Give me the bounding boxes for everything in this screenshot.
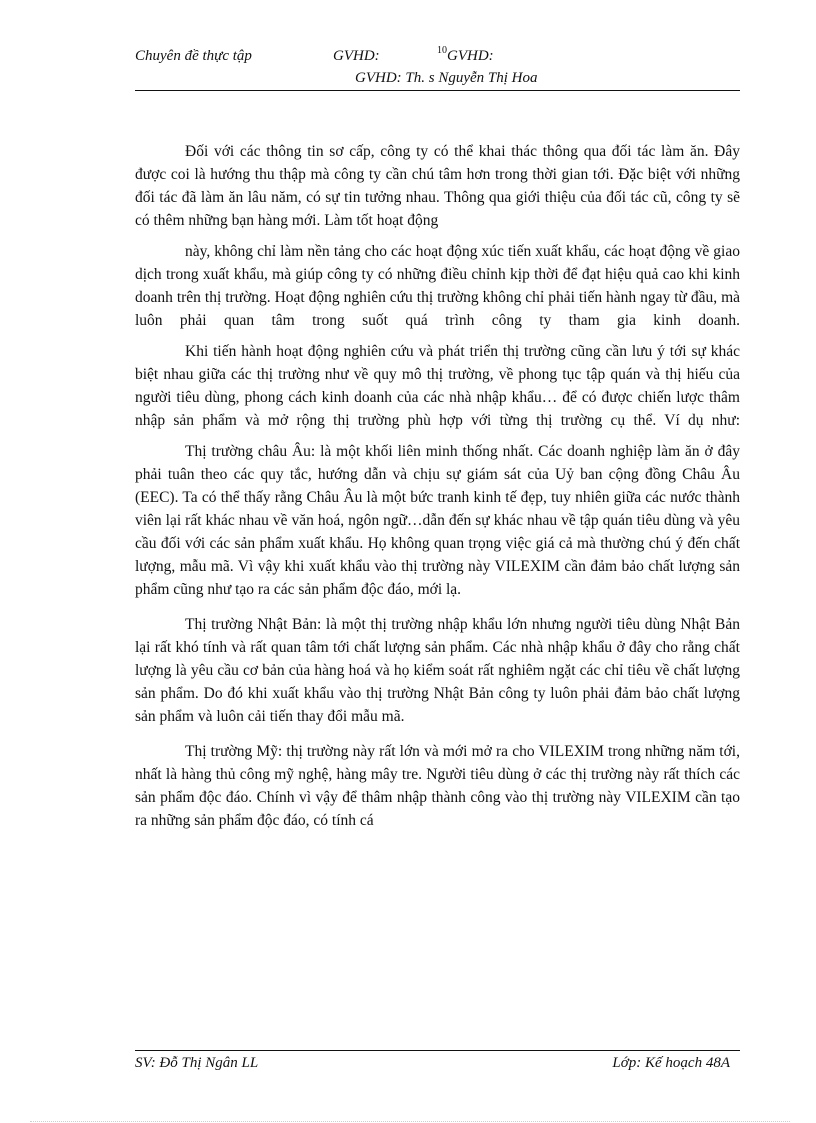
header-gvhd-label-repeat: GVHD: bbox=[447, 48, 494, 64]
paragraph-market-research: này, không chỉ làm nền tảng cho các hoạt động xúc tiến xuất khẩu, các hoạt động về giao dịch trong xuất khẩu, mà giúp công ty có những điều chỉnh kịp thời để đạt hiệu quả cao khi kinh doanh trên thị trường. Hoạt động nghiên cứu thị trường không chỉ phải tiến hành ngay từ đầu, mà luôn phải quan tâm trong suốt quá trình công ty tham gia kinh doanh. bbox=[135, 243, 740, 329]
footer-divider bbox=[135, 1050, 740, 1051]
footer-student: SV: Đỗ Thị Ngân LL bbox=[135, 1055, 259, 1071]
paragraph-market-differences: Khi tiến hành hoạt động nghiên cứu và phát triển thị trường cũng cần lưu ý tới sự khác biệt nhau giữa các thị trường như về quy mô thị trường, về phong tục tập quán và thị hiếu của người tiêu dùng, phong cách kinh doanh của các nhà nhập khẩu… để có được chiến lược thâm nhập sản phẩm và mở rộng thị trường phù hợp với từng thị trường cụ thể. Ví dụ như: bbox=[135, 343, 740, 429]
page-footer bbox=[135, 1055, 740, 1077]
paragraph-secondary-info: Đối với các thông tin sơ cấp, công ty có thể khai thác thông qua đối tác làm ăn. Đây được coi là hướng thu thập mà công ty cần chú tâm hơn trong thời gian tới. Đặc biệt với những đối tác đã làm ăn lâu năm, có sự tin tưởng nhau. Thông qua giới thiệu của đối tác cũ, công ty sẽ có thêm những bạn hàng mới. Làm tốt hoạt động bbox=[135, 143, 740, 229]
page-body bbox=[135, 140, 740, 832]
header-gvhd-label: GVHD: bbox=[333, 48, 380, 64]
paragraph-europe-market: Thị trường châu Âu: là một khối liên minh thống nhất. Các doanh nghiệp làm ăn ở đây phải tuân theo các quy tắc, hướng dẫn và chịu sự giám sát của Uỷ ban cộng đồng Châu Âu (EEC). Ta có thể thấy rằng Châu Âu là một bức tranh kinh tế đẹp, tuy nhiên giữa các nước thành viên lại rất khác nhau về văn hoá, ngôn ngữ…dẫn đến sự khác nhau về tập quán tiêu dùng và yêu cầu đối với các sản phẩm xuất khẩu. Họ không quan trọng việc giá cả mà thường chú ý đến chất lượng, mẫu mã. Vì vậy khi xuất khẩu vào thị trường này VILEXIM cần đảm bảo chất lượng sản phẩm cũng như tạo ra các sản phẩm độc đáo, mới lạ. bbox=[135, 443, 740, 598]
header-subject: Chuyên đề thực tập bbox=[135, 48, 252, 64]
header-divider bbox=[135, 90, 740, 91]
footer-class: Lớp: Kế hoạch 48A bbox=[612, 1055, 730, 1071]
header-supervisor: GVHD: Th. s Nguyễn Thị Hoa bbox=[355, 70, 538, 86]
paragraph-japan-market: Thị trường Nhật Bản: là một thị trường nhập khẩu lớn nhưng người tiêu dùng Nhật Bản lại rất khó tính và rất quan tâm tới chất lượng sản phẩm. Các nhà nhập khẩu ở đây cho rằng chất lượng là yêu cầu cơ bản của hàng hoá và họ kiểm soát rất nghiêm ngặt các chỉ tiêu về chất lượng sản phẩm. Do đó khi xuất khẩu vào thị trường Nhật Bản công ty luôn phải đảm bảo chất lượng sản phẩm và luôn cải tiến thay đổi mẫu mã. bbox=[135, 616, 740, 725]
paragraph-us-market: Thị trường Mỹ: thị trường này rất lớn và mới mở ra cho VILEXIM trong những năm tới, nhất là hàng thủ công mỹ nghệ, hàng mây tre. Người tiêu dùng ở các thị trường này rất thích các sản phẩm độc đáo. Chính vì vậy để thâm nhập thành công vào thị trường này VILEXIM cần tạo ra những sản phẩm độc đáo, có tính cá bbox=[135, 743, 740, 829]
page-edge-divider bbox=[30, 1121, 790, 1122]
page-number: 10 bbox=[437, 45, 447, 56]
page-header bbox=[135, 45, 740, 92]
